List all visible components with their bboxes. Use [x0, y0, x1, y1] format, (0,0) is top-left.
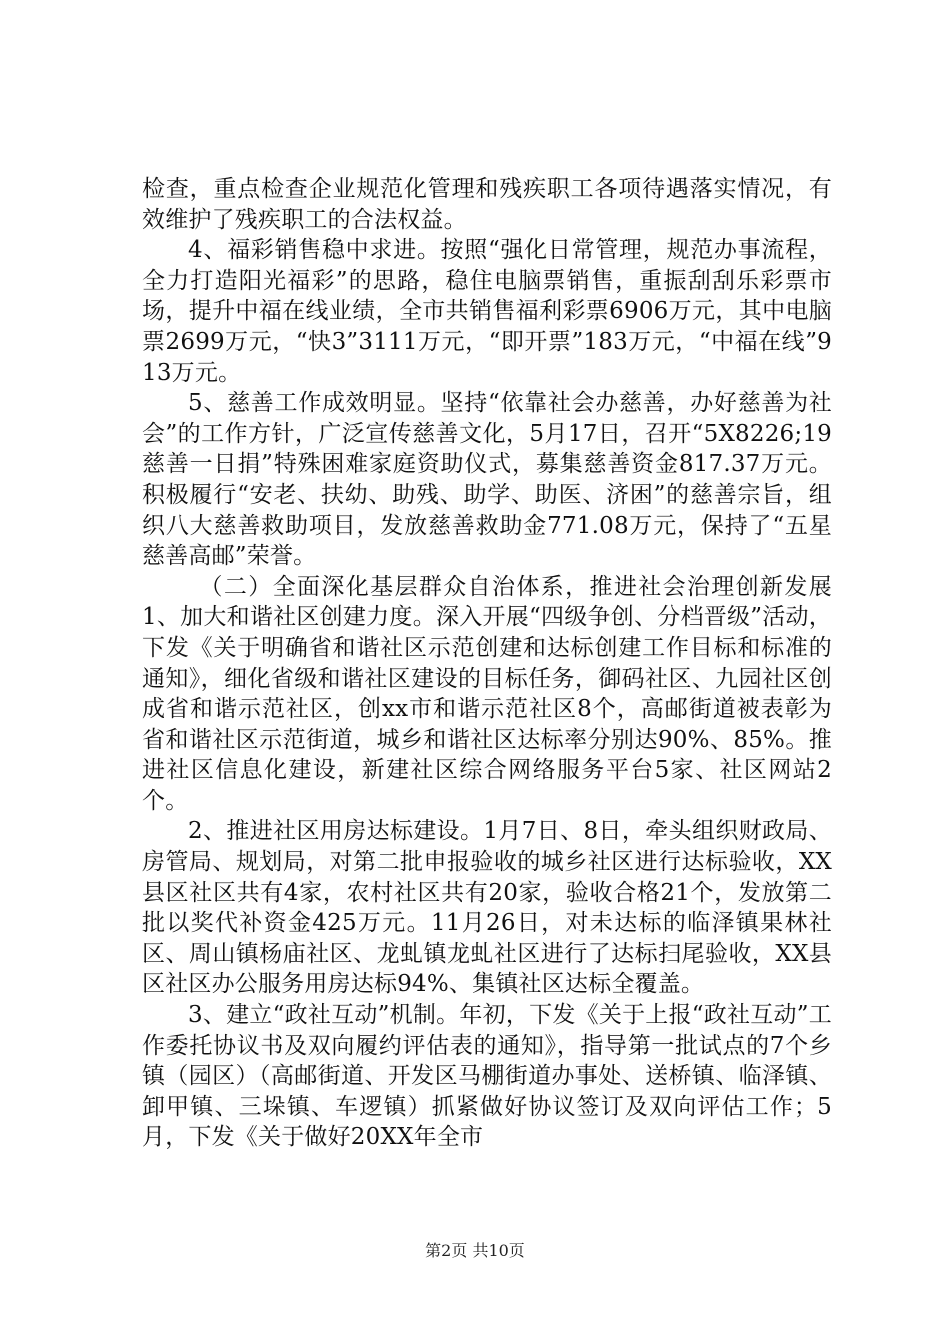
- page-footer: 第2页 共10页: [425, 1241, 525, 1260]
- paragraph-disabled-workers-check: 检查，重点检查企业规范化管理和残疾职工各项待遇落实情况，有效维护了残疾职工的合法权益。: [142, 176, 832, 233]
- paragraph-community-housing: 2、推进社区用房达标建设。1月7日、8日，牵头组织财政局、房管局、规划局，对第二批申报验收的城乡社区进行达标验收，XX县区社区共有4家，农村社区共有20家，验收合格21个，发放第二批以奖代补资金425万元。11月26日，对未达标的临泽镇果林社区、周山镇杨庙社区、龙虬镇龙虬社区进行了达标扫尾验收，XX县区社区办公服务用房达标94%、集镇社区达标全覆盖。: [142, 818, 832, 998]
- paragraph-government-society-interaction: 3、建立“政社互动”机制。年初，下发《关于上报“政社互动”工作委托协议书及双向履约评估表的通知》，指导第一批试点的7个乡镇（园区）（高邮街道、开发区马棚街道办事处、送桥镇、临泽镇、卸甲镇、三垛镇、车逻镇）抓紧做好协议签订及双向评估工作；5月，下发《关于做好20XX年全市: [142, 1002, 832, 1151]
- paragraph-charity-work: 5、慈善工作成效明显。坚持“依靠社会办慈善，办好慈善为社会”的工作方针，广泛宣传慈善文化，5月17日，召开“5X8226;19慈善一日捐”特殊困难家庭资助仪式，募集慈善资金817.37万元。积极履行“安老、扶幼、助残、助学、助医、济困”的慈善宗旨，组织八大慈善救助项目，发放慈善救助金771.08万元，保持了“五星慈善高邮”荣誉。: [142, 390, 832, 570]
- paragraph-welfare-lottery: 4、福彩销售稳中求进。按照“强化日常管理，规范办事流程，全力打造阳光福彩”的思路，稳住电脑票销售，重振刮刮乐彩票市场，提升中福在线业绩，全市共销售福利彩票6906万元，其中电脑票2699万元，“快3”3111万元，“即开票”183万元，“中福在线”913万元。: [142, 237, 832, 386]
- paragraph-grassroots-autonomy: （二）全面深化基层群众自治体系，推进社会治理创新发展1、加大和谐社区创建力度。深入开展“四级争创、分档晋级”活动，下发《关于明确省和谐社区示范创建和达标创建工作目标和标准的通知》，细化省级和谐社区建设的目标任务，御码社区、九园社区创成省和谐示范社区，创xx市和谐示范社区8个，高邮街道被表彰为省和谐社区示范街道，城乡和谐社区达标率分别达90%、85%。推进社区信息化建设，新建社区综合网络服务平台5家、社区网站2个。: [142, 573, 832, 814]
- document-body: [142, 174, 832, 1153]
